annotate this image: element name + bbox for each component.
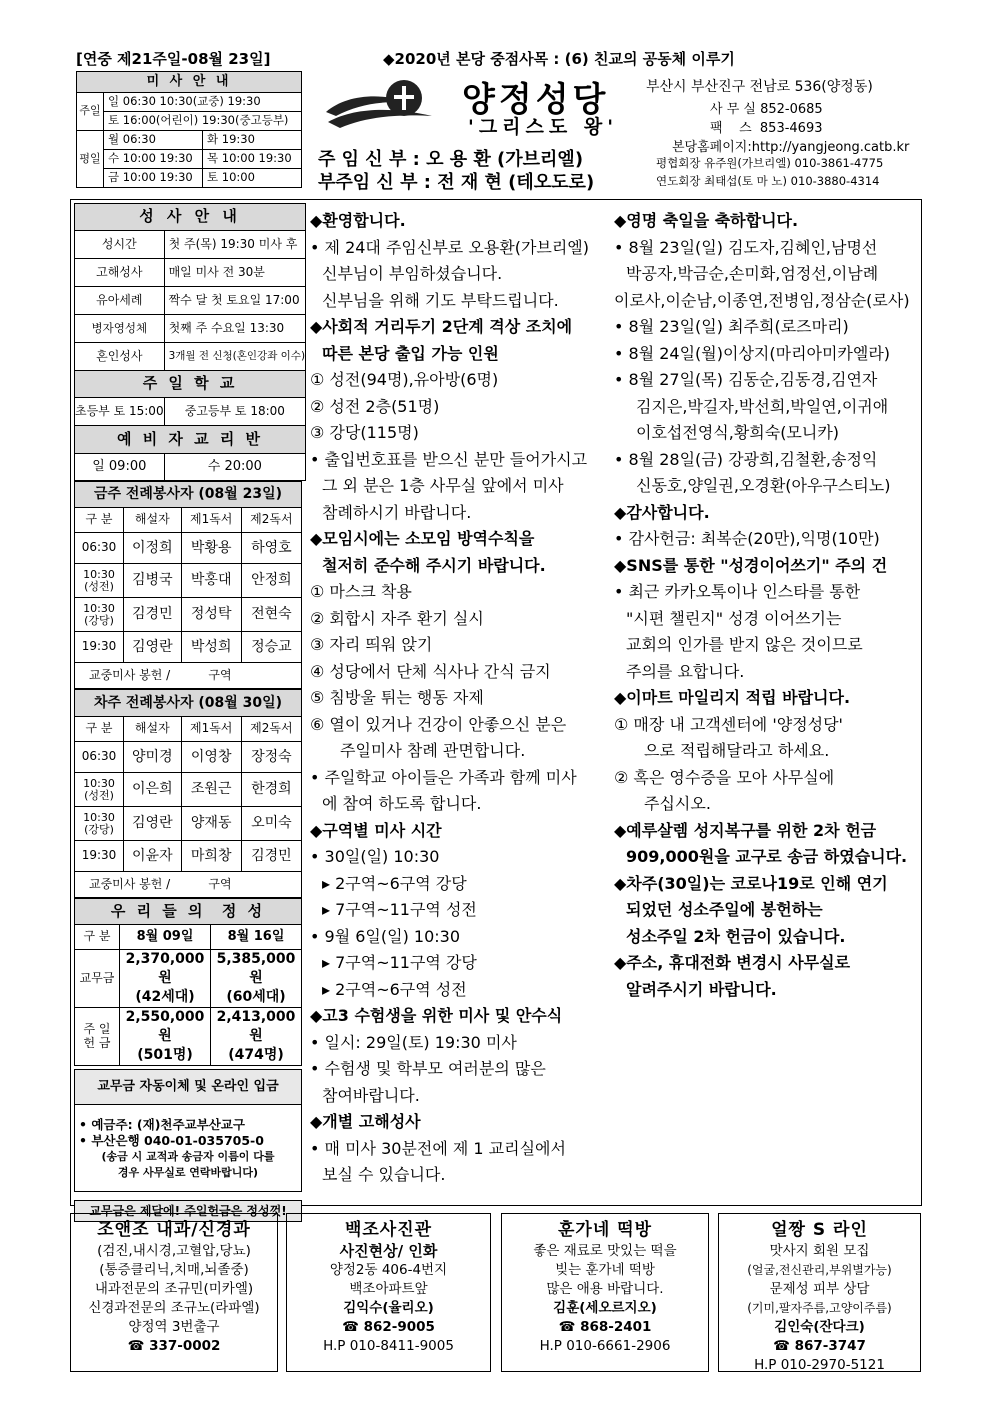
offering-amount: 5,385,000원 (60세대) xyxy=(211,950,302,1008)
notice-line: ④ 성당에서 단체 식사나 간식 금지 xyxy=(310,661,551,681)
notice-heading: ◆영명 축일을 축하합니다. xyxy=(614,211,799,230)
notice-line: ▸ 7구역~11구역 성전 xyxy=(322,900,477,919)
notice-heading: ◆차주(30일)는 코로나19로 인해 연기 xyxy=(614,873,888,893)
notice-heading: ◆모임시에는 소모임 방역수칙을 xyxy=(310,529,535,548)
ad-line: 백조아파트앞 xyxy=(349,1281,428,1297)
notice-heading: ◆환영합니다. xyxy=(310,211,406,230)
offering-slogan: 교무금은 제달에! 주일헌금은 정성껏! xyxy=(74,1200,302,1222)
notice-line: ① 성전(94명),유아방(6명) xyxy=(310,370,499,389)
notice-line: • 출입번호표를 받으신 분만 들어가시고 xyxy=(310,449,588,469)
server-name: 정승교 xyxy=(241,632,301,663)
parish-subtitle: '그리스도 왕' xyxy=(468,116,619,138)
notice-line: • 8월 24일(월)이상지(마리아미카엘라) xyxy=(614,343,891,363)
weekday-cell: 수 10:00 19:30 xyxy=(104,150,203,169)
sunday-school-title: 주 일 학 교 xyxy=(75,371,306,398)
sunday-school-cell: 중고등부 토 18:00 xyxy=(164,398,305,426)
ad-line: (얼굴,전신관리,부위별가능) xyxy=(747,1263,892,1277)
notice-heading: ◆사회적 거리두기 2단계 격상 조치에 xyxy=(310,317,573,336)
ad-massage xyxy=(718,1213,921,1372)
account-holder: • 예금주: (재)천주교부산교구 xyxy=(79,1117,245,1132)
ad-line: 사진현상/ 인화 xyxy=(339,1242,438,1260)
sunday-label: 주일 xyxy=(77,93,104,131)
time-cell: 10:30 (성전) xyxy=(75,564,124,598)
mass-offering-district: 교중미사 봉헌 / 구역 xyxy=(75,872,302,898)
server-name: 하영호 xyxy=(241,533,301,564)
notice-line: • 제 24대 주임신부로 오용환(가브리엘) xyxy=(310,237,590,257)
server-name: 정성탁 xyxy=(181,598,241,632)
pastoral-theme: ◆2020년 본당 중점사목 : (6) 친교의 공동체 이루기 xyxy=(383,50,735,68)
ad-line: (통증클리닉,치매,뇌졸중) xyxy=(99,1262,249,1278)
ad-photo-studio xyxy=(286,1213,491,1372)
column-header: 구 분 xyxy=(75,508,124,533)
server-name: 조원근 xyxy=(181,773,241,807)
weekday-cell: 토 10:00 xyxy=(202,169,301,188)
notice-heading: ◆이마트 마일리지 적립 바랍니다. xyxy=(614,688,851,707)
column-header: 8월 16일 xyxy=(211,925,302,950)
sacrament-name: 고해성사 xyxy=(75,259,165,287)
server-name: 양재동 xyxy=(181,807,241,841)
notice-heading: ◆개별 고해성사 xyxy=(310,1112,421,1131)
mass-offering-district: 교중미사 봉헌 / 구역 xyxy=(75,663,302,689)
ad-line: 내과전문의 조규민(미카엘) xyxy=(94,1281,254,1297)
bank-account: • 부산은행 040-01-035705-0 xyxy=(79,1133,264,1148)
mass-schedule-table xyxy=(76,71,302,188)
notice-heading: 따른 본당 출입 가능 인원 xyxy=(322,343,499,363)
assistant-pastor-name: 부주임 신 부 : 전 재 현 (테오도로) xyxy=(318,172,595,193)
server-name: 김영란 xyxy=(124,632,182,663)
notice-line: • 8월 23일(일) 김도자,김혜인,남명선 xyxy=(614,237,878,257)
time-cell: 19:30 xyxy=(75,632,124,663)
notice-line: 이로사,이순남,이종연,전병임,정삼순(로사) xyxy=(614,290,910,310)
transfer-box xyxy=(74,1069,302,1192)
server-name: 오미숙 xyxy=(241,807,301,841)
weekday-cell: 화 19:30 xyxy=(202,131,301,150)
catechumen-cell: 일 09:00 xyxy=(75,454,165,481)
notice-line: • 30일(일) 10:30 xyxy=(310,847,440,866)
ad-line: 양정2동 406-4번지 xyxy=(329,1262,448,1278)
time-cell: 10:30 (성전) xyxy=(75,773,124,807)
ad-phone: ☎ 337-0002 xyxy=(127,1338,221,1354)
ad-title: 얼짱 S 라인 xyxy=(771,1220,868,1240)
ad-line: (검진,내시경,고혈압,당뇨) xyxy=(97,1243,251,1259)
column-header: 해설자 xyxy=(124,508,182,533)
server-name: 전현숙 xyxy=(241,598,301,632)
transfer-note: (송금 시 교적과 송금자 이름이 다를 xyxy=(101,1150,275,1163)
sacrament-name: 혼인성사 xyxy=(75,343,165,371)
notice-heading: ◆고3 수험생을 위한 미사 및 안수식 xyxy=(310,1006,563,1025)
server-name: 마희창 xyxy=(181,841,241,872)
notice-heading: 되었던 성소주일에 봉헌하는 xyxy=(626,900,823,919)
notice-line: • 주일학교 아이들은 가족과 함께 미사 xyxy=(310,767,577,787)
server-name: 박성희 xyxy=(181,632,241,663)
notice-line: 신부님이 부임하셨습니다. xyxy=(322,264,503,283)
time-cell: 10:30 (강당) xyxy=(75,807,124,841)
council-contact: 평협회장 유주원(가브리엘) 010-3861-4775 xyxy=(656,156,884,170)
server-name: 이영창 xyxy=(181,742,241,773)
column-header: 해설자 xyxy=(124,717,182,742)
parish-address: 부산시 부산진구 전남로 536(양정동) xyxy=(646,79,873,95)
server-name: 김영란 xyxy=(124,807,182,841)
notice-line: ② 성전 2층(51명) xyxy=(310,396,440,416)
office-phone: 사 무 실 852-0685 xyxy=(710,102,823,117)
notice-line: ▸ 7구역~11구역 강당 xyxy=(322,953,477,972)
notice-heading: 성소주일 2차 헌금이 있습니다. xyxy=(626,926,846,946)
ad-phone: H.P 010-2970-5121 xyxy=(754,1357,885,1373)
notice-line: • 9월 6일(일) 10:30 xyxy=(310,926,461,946)
servers-this-week-table xyxy=(74,481,302,689)
column-header: 구 분 xyxy=(75,925,120,950)
notice-line: 에 참여 하도록 합니다. xyxy=(322,794,482,813)
server-name: 양미경 xyxy=(124,742,182,773)
notice-heading: 알려주시기 바랍니다. xyxy=(626,979,777,999)
server-name: 이윤자 xyxy=(124,841,182,872)
parish-name: 양정성당 xyxy=(462,80,610,120)
weekday-cell: 목 10:00 19:30 xyxy=(202,150,301,169)
notice-heading: ◆구역별 미사 시간 xyxy=(310,820,442,840)
notice-heading: ◆주소, 휴대전화 변경시 사무실로 xyxy=(614,953,851,972)
notice-line: 신부님을 위해 기도 부탁드립니다. xyxy=(322,290,559,310)
notice-line: 주일미사 참례 관면합니다. xyxy=(340,741,526,760)
time-cell: 06:30 xyxy=(75,742,124,773)
column-header: 구 분 xyxy=(75,717,124,742)
notice-line: ▸ 2구역~6구역 성전 xyxy=(322,979,467,999)
offering-type: 교무금 xyxy=(75,950,120,1008)
homepage-link[interactable]: 본당홈페이지:http://yangjeong.catb.kr xyxy=(672,140,910,155)
time-cell: 06:30 xyxy=(75,533,124,564)
notice-line: ① 매장 내 고객센터에 '양정성당' xyxy=(614,714,843,734)
notice-line: 박공자,박금순,손미화,엄정선,이남례 xyxy=(626,264,879,283)
column-header: 제2독서 xyxy=(241,508,301,533)
offering-amount: 2,370,000원 (42세대) xyxy=(120,950,211,1008)
sacraments-title: 성 사 안 내 xyxy=(75,204,306,231)
sacrament-time: 짝수 달 첫 토요일 17:00 xyxy=(164,287,305,315)
time-cell: 10:30 (강당) xyxy=(75,598,124,632)
notice-line: 김지은,박길자,박선희,박일연,이귀애 xyxy=(636,396,889,416)
notice-line: 주십시오. xyxy=(644,794,711,813)
notice-line: ▸ 2구역~6구역 강당 xyxy=(322,873,467,893)
ad-title: 훈가네 떡방 xyxy=(557,1220,653,1240)
mass-schedule-title: 미 사 안 내 xyxy=(77,72,302,93)
fax-number: 팩 스 853-4693 xyxy=(710,121,823,136)
offering-type: 주 일 헌 금 xyxy=(75,1008,120,1066)
notice-line: ② 회합시 자주 환기 실시 xyxy=(310,608,484,628)
notice-line: 참여바랍니다. xyxy=(322,1085,420,1105)
ad-line: 문제성 피부 상담 xyxy=(769,1281,870,1297)
notice-line: • 일시: 29일(토) 19:30 미사 xyxy=(310,1032,517,1052)
ad-line: 양정역 3번출구 xyxy=(128,1319,220,1335)
notice-line: 으로 적립해달라고 하세요. xyxy=(644,741,830,760)
notices-column-2 xyxy=(614,208,916,1003)
sunday-row: 토 16:00(어린이) 19:30(중고등부) xyxy=(104,112,302,131)
ad-line: (기미,팔자주름,고양이주름) xyxy=(747,1301,892,1315)
notice-line: ⑥ 열이 있거나 건강이 안좋으신 분은 xyxy=(310,714,567,734)
transfer-title: 교무금 자동이체 및 온라인 입금 xyxy=(75,1070,301,1105)
server-name: 장정숙 xyxy=(241,742,301,773)
notice-line: • 감사헌금: 최복순(20만),익명(10만) xyxy=(614,529,880,548)
notice-line: • 8월 27일(목) 김동순,김동경,김연자 xyxy=(614,370,878,389)
ad-line: 신경과전문의 조규노(라파엘) xyxy=(88,1300,260,1316)
server-name: 이정희 xyxy=(124,533,182,564)
server-name: 박홍대 xyxy=(181,564,241,598)
notice-line: 신동호,양일권,오경환(아우구스티노) xyxy=(636,476,891,495)
notice-heading: ◆SNS를 통한 "성경이어쓰기" 주의 건 xyxy=(614,555,888,575)
server-name: 박황용 xyxy=(181,533,241,564)
weekday-cell: 금 10:00 19:30 xyxy=(104,169,203,188)
ad-line: 좋은 재료로 맛있는 떡을 xyxy=(533,1243,677,1259)
sacrament-name: 성시간 xyxy=(75,231,165,259)
ad-rice-cake xyxy=(501,1213,709,1372)
left-column xyxy=(74,203,304,1222)
ad-line: 김인숙(잔다크) xyxy=(774,1319,865,1335)
notice-line: • 최근 카카오톡이나 인스타를 통한 xyxy=(614,582,861,601)
ad-title: 백조사진관 xyxy=(344,1220,433,1240)
transfer-note: 경우 사무실로 연락바랍니다) xyxy=(117,1166,259,1179)
offering-amount: 2,550,000원 (501명) xyxy=(120,1008,211,1066)
notice-line: 주의를 요합니다. xyxy=(626,661,745,681)
servers-next-week-table xyxy=(74,689,302,898)
notice-line: • 매 미사 30분전에 제 1 교리실에서 xyxy=(310,1138,566,1158)
notice-line: ① 마스크 착용 xyxy=(310,582,412,601)
sacrament-name: 유아세례 xyxy=(75,287,165,315)
catechumen-title: 예 비 자 교 리 반 xyxy=(75,426,306,454)
sunday-row: 일 06:30 10:30(교중) 19:30 xyxy=(104,93,302,112)
notice-line: ⑤ 침방울 튀는 행동 자제 xyxy=(310,688,484,707)
sacrament-name: 병자영성체 xyxy=(75,315,165,343)
notice-line: • 수험생 및 학부모 여러분의 많은 xyxy=(310,1059,546,1078)
notice-line: 참례하시기 바랍니다. xyxy=(322,502,472,522)
notice-line: 보실 수 있습니다. xyxy=(322,1165,446,1184)
servers-this-week-title: 금주 전례봉사자 (08월 23일) xyxy=(75,482,302,508)
ad-line: 빚는 훈가네 떡방 xyxy=(555,1262,655,1278)
notice-heading: 철저히 준수해 주시기 바랍니다. xyxy=(322,555,546,575)
offerings-title: 우 리 들 의 정 성 xyxy=(75,899,302,925)
server-name: 김경민 xyxy=(124,598,182,632)
server-name: 김병국 xyxy=(124,564,182,598)
notice-line: "시편 챌린지" 성경 이어쓰기는 xyxy=(626,608,842,628)
notice-line: 그 외 분은 1층 사무실 앞에서 미사 xyxy=(322,476,564,495)
notice-line: • 8월 28일(금) 강광희,김철환,송정익 xyxy=(614,449,878,469)
sacrament-time: 첫째 주 수요일 13:30 xyxy=(164,315,305,343)
column-header: 제2독서 xyxy=(241,717,301,742)
weekday-cell: 월 06:30 xyxy=(104,131,203,150)
ad-phone: ☎ 867-3747 xyxy=(773,1338,866,1354)
parish-logo-icon xyxy=(322,76,452,138)
week-label: [연중 제21주일-08월 23일] xyxy=(76,50,271,68)
column-header: 8월 09일 xyxy=(120,925,211,950)
notice-line: ② 혹은 영수증을 모아 사무실에 xyxy=(614,767,835,787)
notice-line: • 8월 23일(일) 최주희(로즈마리) xyxy=(614,317,849,336)
server-name: 김경민 xyxy=(241,841,301,872)
ad-line: 김훈(세오르지오) xyxy=(553,1300,657,1316)
ad-line: 맛사지 회원 모집 xyxy=(769,1243,870,1259)
notice-line: 교회의 인가를 받지 않은 것이므로 xyxy=(626,635,863,654)
sacrament-time: 매일 미사 전 30분 xyxy=(164,259,305,287)
notice-heading: ◆감사합니다. xyxy=(614,502,710,522)
sacraments-table xyxy=(74,203,306,481)
notice-line: 이호섭전영식,황희숙(모니카) xyxy=(636,423,840,442)
server-name: 이은희 xyxy=(124,773,182,807)
notices-column-1 xyxy=(310,208,610,1189)
time-cell: 19:30 xyxy=(75,841,124,872)
sunday-school-cell: 초등부 토 15:00 xyxy=(75,398,165,426)
ad-phone: ☎ 868-2401 xyxy=(558,1319,652,1335)
notice-line: ③ 강당(115명) xyxy=(310,423,419,442)
weekday-label: 평일 xyxy=(77,131,104,188)
notice-heading: ◆예루살렘 성지복구를 위한 2차 헌금 xyxy=(614,820,877,840)
council-contact: 연도회장 최태섭(토 마 노) 010-3880-4314 xyxy=(656,174,880,188)
server-name: 한경희 xyxy=(241,773,301,807)
server-name: 안정희 xyxy=(241,564,301,598)
column-header: 제1독서 xyxy=(181,717,241,742)
ad-line: 김익수(율리오) xyxy=(343,1300,434,1316)
notice-line: ③ 자리 띄워 앉기 xyxy=(310,635,433,654)
offering-amount: 2,413,000원 (474명) xyxy=(211,1008,302,1066)
column-header: 제1독서 xyxy=(181,508,241,533)
catechumen-cell: 수 20:00 xyxy=(164,454,305,481)
ad-phone: H.P 010-6661-2906 xyxy=(539,1338,671,1354)
ad-clinic xyxy=(70,1213,278,1372)
ad-phone: H.P 010-8411-9005 xyxy=(323,1338,454,1354)
sacrament-time: 3개월 전 신청(혼인강좌 이수) xyxy=(164,343,305,371)
ad-phone: ☎ 862-9005 xyxy=(342,1319,435,1335)
pastor-name: 주 임 신 부 : 오 용 환 (가브리엘) xyxy=(318,149,584,170)
ad-title: 조앤조 내과/신경과 xyxy=(97,1220,251,1240)
ad-line: 많은 애용 바랍니다. xyxy=(546,1281,664,1297)
offerings-table xyxy=(74,898,302,1066)
sacrament-time: 첫 주(목) 19:30 미사 후 xyxy=(164,231,305,259)
notice-heading: 909,000원을 교구로 송금 하였습니다. xyxy=(626,847,908,866)
servers-next-week-title: 차주 전례봉사자 (08월 30일) xyxy=(75,690,302,717)
